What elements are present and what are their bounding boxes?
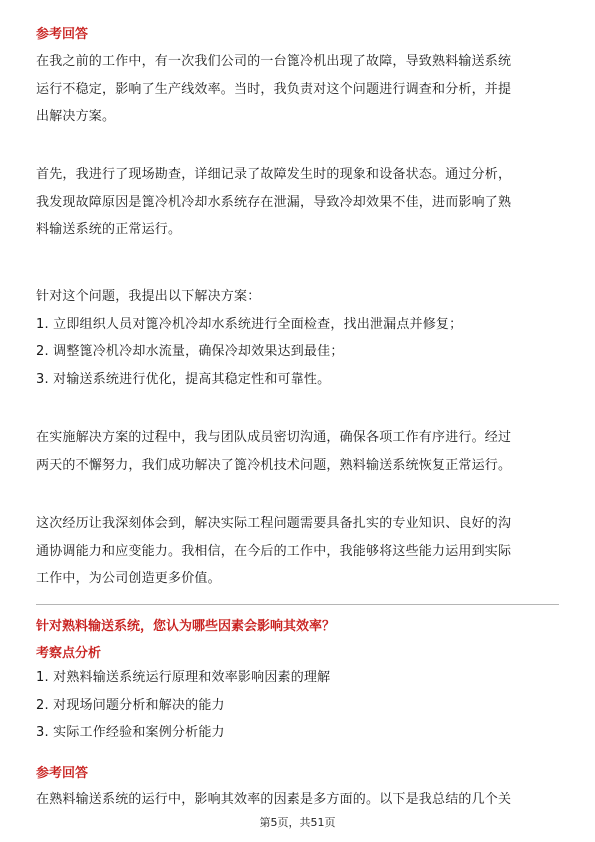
list-item: 2. 调整篦冷机冷却水流量，确保冷却效果达到最佳；: [36, 344, 344, 359]
list-item: 1. 对熟料输送系统运行原理和效率影响因素的理解: [36, 670, 331, 685]
analysis-heading: 考察点分析: [36, 646, 102, 661]
paragraph-line: 在熟料输送系统的运行中，影响其效率的因素是多方面的。以下是我总结的几个关: [36, 792, 512, 807]
list-item: 2. 对现场问题分析和解决的能力: [36, 697, 225, 713]
paragraph-reflection: [36, 510, 562, 593]
paragraph-line: 通协调能力和应变能力。我相信，在今后的工作中，我能够将这些能力运用到实际: [36, 543, 512, 559]
paragraph-line: 首先，我进行了现场勘查，详细记录了故障发生时的现象和设备状态。通过分析，: [36, 167, 512, 182]
paragraph-line: 针对这个问题，我提出以下解决方案：: [36, 289, 261, 304]
page-number: 第5页，共51页: [259, 816, 336, 829]
question-heading: 针对熟料输送系统，您认为哪些因素会影响其效率？: [36, 619, 336, 634]
paragraph-line: 在我之前的工作中，有一次我们公司的一台篦冷机出现了故障，导致熟料输送系统: [36, 54, 512, 69]
paragraph-line: 运行不稳定，影响了生产线效率。当时，我负责对这个问题进行调查和分析，并提: [36, 81, 512, 97]
paragraph-line: 料输送系统的正常运行。: [36, 222, 182, 237]
analysis-list: [36, 664, 562, 747]
paragraph-line: 两天的不懈努力，我们成功解决了篦冷机技术问题，熟料输送系统恢复正常运行。: [36, 457, 512, 473]
paragraph-line: 我发现故障原因是篦冷机冷却水系统存在泄漏，导致冷却效果不佳，进而影响了熟: [36, 194, 512, 210]
list-item: 3. 实际工作经验和案例分析能力: [36, 725, 225, 740]
paragraph-line: 这次经历让我深刻体会到，解决实际工程问题需要具备扎实的专业知识、良好的沟: [36, 516, 512, 531]
paragraph-solutions: [36, 283, 562, 393]
list-item: 1. 立即组织人员对篦冷机冷却水系统进行全面检查，找出泄漏点并修复；: [36, 316, 463, 332]
paragraph-investigation: [36, 161, 562, 244]
paragraph-line: 出解决方案。: [36, 109, 116, 124]
paragraph-line: 在实施解决方案的过程中，我与团队成员密切沟通，确保各项工作有序进行。经过: [36, 430, 512, 445]
answer-heading: 参考回答: [36, 27, 89, 42]
section-divider: [36, 604, 559, 605]
paragraph-line: 工作中，为公司创造更多价值。: [36, 571, 221, 586]
paragraph-intro: [36, 48, 562, 131]
answer-heading-2: 参考回答: [36, 766, 89, 781]
list-item: 3. 对输送系统进行优化，提高其稳定性和可靠性。: [36, 371, 331, 387]
paragraph-answer-2: [36, 786, 562, 814]
paragraph-implementation: [36, 424, 562, 479]
